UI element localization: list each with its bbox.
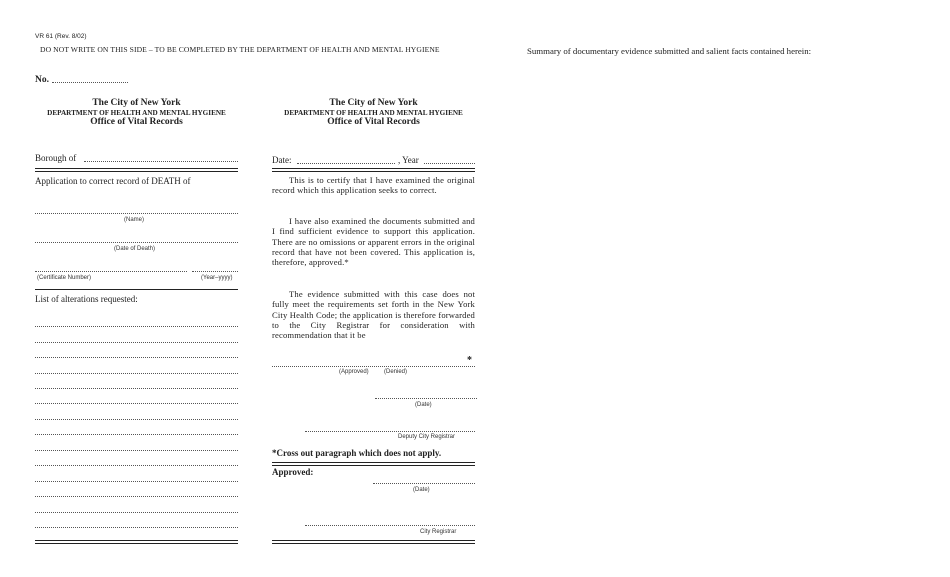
asterisk-mark: *	[467, 355, 472, 366]
alteration-line[interactable]	[35, 419, 238, 420]
right-dept-name: DEPARTMENT OF HEALTH AND MENTAL HYGIENE	[284, 108, 463, 117]
registrar-date-field[interactable]	[373, 483, 475, 484]
year-field[interactable]	[424, 163, 475, 164]
alteration-line[interactable]	[35, 357, 238, 358]
date-caption-2: (Date)	[413, 487, 430, 493]
alteration-line[interactable]	[35, 527, 238, 528]
alteration-line[interactable]	[35, 465, 238, 466]
alteration-line[interactable]	[35, 434, 238, 435]
date-of-death-caption: (Date of Death)	[114, 246, 156, 252]
certificate-number-caption: (Certificate Number)	[37, 275, 92, 281]
left-divider-2	[35, 289, 238, 290]
form-id: VR 61 (Rev. 8/02)	[35, 33, 87, 40]
approval-paragraph: I have also examined the documents submitted and I find sufficient evidence to support this application. There are no omissions or apparent errors in the original record that have not been covered. This application is, therefore, approved.*	[272, 216, 475, 268]
left-city-name: The City of New York	[92, 98, 181, 108]
alteration-line[interactable]	[35, 388, 238, 389]
deputy-signature-field[interactable]	[305, 431, 475, 432]
date-of-death-field[interactable]	[35, 242, 238, 243]
alteration-line[interactable]	[35, 512, 238, 513]
certify-paragraph: This is to certify that I have examined the original record which this application seeks to correct.	[272, 175, 475, 196]
application-label: Application to correct record of DEATH of	[35, 176, 191, 186]
deputy-registrar-caption: Deputy City Registrar	[398, 434, 456, 440]
left-dept-name: DEPARTMENT OF HEALTH AND MENTAL HYGIENE	[47, 108, 226, 117]
borough-field[interactable]	[84, 161, 238, 162]
date-label: Date:	[272, 155, 292, 165]
number-label: No.	[35, 75, 49, 85]
approved-label: Approved:	[272, 467, 314, 477]
name-caption: (Name)	[124, 217, 145, 223]
approved-caption: (Approved)	[339, 369, 369, 375]
name-field[interactable]	[35, 213, 238, 214]
alteration-line[interactable]	[35, 342, 238, 343]
right-city-name: The City of New York	[329, 98, 418, 108]
borough-label: Borough of	[35, 153, 77, 163]
cross-out-note: *Cross out paragraph which does not apply.	[272, 448, 442, 458]
alteration-line[interactable]	[35, 373, 238, 374]
right-divider-2	[272, 462, 475, 466]
summary-label: Summary of documentary evidence submitted and salient facts contained herein:	[527, 46, 812, 56]
alteration-line[interactable]	[35, 481, 238, 482]
number-field[interactable]	[52, 82, 128, 83]
left-divider-1	[35, 168, 238, 172]
certificate-number-field[interactable]	[35, 271, 187, 272]
year-label: , Year	[398, 155, 419, 165]
right-bottom-rule	[272, 540, 475, 544]
alterations-label: List of alterations requested:	[35, 294, 138, 304]
date-caption: (Date)	[415, 402, 432, 408]
left-header	[35, 98, 238, 128]
do-not-write-notice: DO NOT WRITE ON THIS SIDE – TO BE COMPLETED BY THE DEPARTMENT OF HEALTH AND MENTAL HYGIENE	[40, 45, 440, 54]
city-registrar-caption: City Registrar	[420, 529, 457, 535]
right-divider-1	[272, 168, 475, 172]
summary-area[interactable]	[527, 60, 927, 540]
left-office-name: Office of Vital Records	[90, 117, 183, 128]
alteration-line[interactable]	[35, 496, 238, 497]
recommendation-field[interactable]	[272, 366, 475, 367]
registrar-signature-field[interactable]	[305, 525, 475, 526]
deputy-date-field[interactable]	[375, 398, 477, 399]
forward-paragraph: The evidence submitted with this case does not fully meet the requirements set forth in the New York City Health Code; the application is therefore forwarded to the City Registrar for consideration with recommendation that it be	[272, 289, 475, 341]
right-header	[272, 98, 475, 128]
year-field[interactable]	[192, 271, 238, 272]
right-office-name: Office of Vital Records	[327, 117, 420, 128]
denied-caption: (Denied)	[384, 369, 408, 375]
alteration-line[interactable]	[35, 403, 238, 404]
date-field[interactable]	[297, 163, 395, 164]
left-bottom-rule	[35, 540, 238, 544]
alteration-line[interactable]	[35, 450, 238, 451]
year-caption: (Year–yyyy)	[201, 275, 233, 281]
alteration-line[interactable]	[35, 326, 238, 327]
